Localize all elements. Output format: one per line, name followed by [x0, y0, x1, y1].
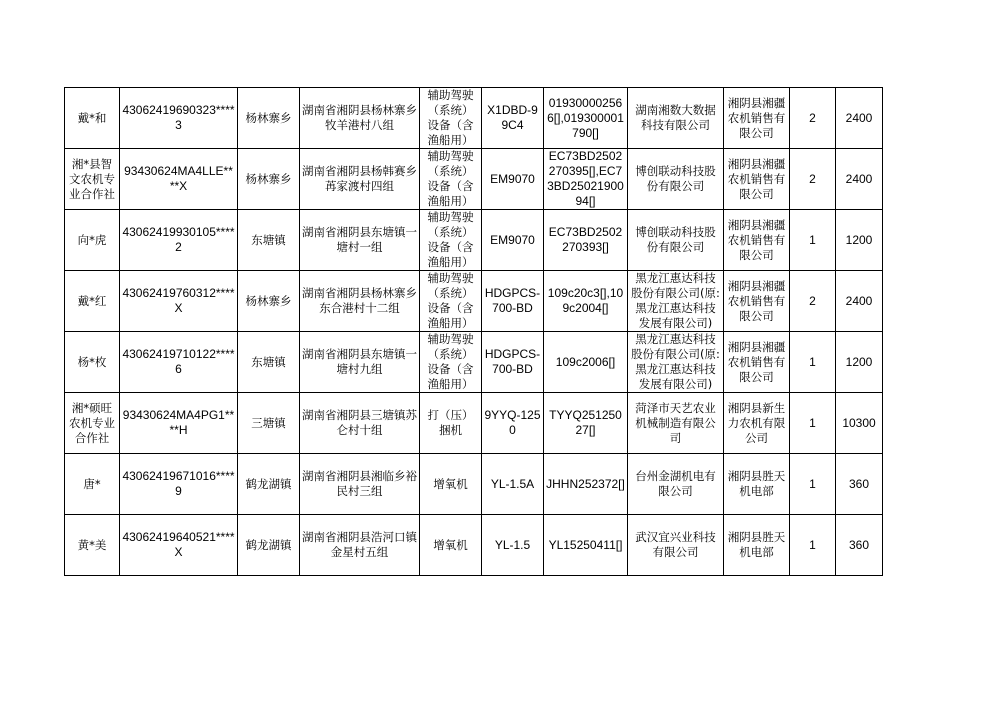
model-cell: YL-1.5: [482, 515, 544, 576]
table-row: [65, 332, 883, 393]
address-cell: 湖南省湘阴县浩河口镇金星村五组: [300, 515, 420, 576]
quantity-cell: 2: [790, 88, 836, 149]
manufacturer-cell: 台州金湖机电有限公司: [628, 454, 724, 515]
dealer-cell: 湘阴县湘疆农机销售有限公司: [724, 149, 790, 210]
address-cell: 湖南省湘阴县东塘镇一塘村九组: [300, 332, 420, 393]
township-cell: 杨林寨乡: [238, 271, 300, 332]
serial-number-cell: 019300002566[],019300001790[]: [544, 88, 628, 149]
manufacturer-cell: 武汉宜兴业科技有限公司: [628, 515, 724, 576]
buyer-name-cell: 戴*和: [65, 88, 120, 149]
township-cell: 鹤龙湖镇: [238, 515, 300, 576]
model-cell: HDGPCS-700-BD: [482, 332, 544, 393]
township-cell: 东塘镇: [238, 332, 300, 393]
subsidy-amount-cell: 1200: [836, 210, 883, 271]
serial-number-cell: EC73BD2502270393[]: [544, 210, 628, 271]
table-row: [65, 515, 883, 576]
dealer-cell: 湘阴县新生力农机有限公司: [724, 393, 790, 454]
subsidy-amount-cell: 2400: [836, 271, 883, 332]
model-cell: X1DBD-99C4: [482, 88, 544, 149]
machine-type-cell: 增氧机: [420, 515, 482, 576]
subsidy-amount-cell: 2400: [836, 88, 883, 149]
serial-number-cell: YL15250411[]: [544, 515, 628, 576]
model-cell: HDGPCS-700-BD: [482, 271, 544, 332]
serial-number-cell: EC73BD2502270395[],EC73BD2502190094[]: [544, 149, 628, 210]
machine-type-cell: 辅助驾驶（系统）设备（含渔船用）: [420, 332, 482, 393]
dealer-cell: 湘阴县胜天机电部: [724, 515, 790, 576]
subsidy-amount-cell: 1200: [836, 332, 883, 393]
serial-number-cell: 109c2006[]: [544, 332, 628, 393]
serial-number-cell: TYYQ25125027[]: [544, 393, 628, 454]
dealer-cell: 湘阴县胜天机电部: [724, 454, 790, 515]
address-cell: 湖南省湘阴县杨林寨乡东合港村十二组: [300, 271, 420, 332]
id-number-cell: 43062419710122****6: [120, 332, 238, 393]
buyer-name-cell: 黄*美: [65, 515, 120, 576]
manufacturer-cell: 黑龙江惠达科技股份有限公司(原:黑龙江惠达科技发展有限公司): [628, 332, 724, 393]
dealer-cell: 湘阴县湘疆农机销售有限公司: [724, 271, 790, 332]
township-cell: 杨林寨乡: [238, 88, 300, 149]
subsidy-amount-cell: 10300: [836, 393, 883, 454]
quantity-cell: 2: [790, 149, 836, 210]
buyer-name-cell: 杨*枚: [65, 332, 120, 393]
table-row: [65, 454, 883, 515]
machine-type-cell: 打（压）捆机: [420, 393, 482, 454]
quantity-cell: 1: [790, 210, 836, 271]
buyer-name-cell: 湘*县智文农机专业合作社: [65, 149, 120, 210]
id-number-cell: 93430624MA4LLE****X: [120, 149, 238, 210]
buyer-name-cell: 唐*: [65, 454, 120, 515]
table-row: [65, 271, 883, 332]
address-cell: 湖南省湘阴县湘临乡裕民村三组: [300, 454, 420, 515]
id-number-cell: 93430624MA4PG1****H: [120, 393, 238, 454]
id-number-cell: 43062419760312****X: [120, 271, 238, 332]
model-cell: 9YYQ-1250: [482, 393, 544, 454]
table-body: [65, 88, 883, 576]
machine-type-cell: 辅助驾驶（系统）设备（含渔船用）: [420, 271, 482, 332]
table-row: [65, 149, 883, 210]
dealer-cell: 湘阴县湘疆农机销售有限公司: [724, 88, 790, 149]
quantity-cell: 1: [790, 332, 836, 393]
machine-type-cell: 增氧机: [420, 454, 482, 515]
quantity-cell: 1: [790, 515, 836, 576]
township-cell: 鹤龙湖镇: [238, 454, 300, 515]
township-cell: 杨林寨乡: [238, 149, 300, 210]
buyer-name-cell: 湘*硕旺农机专业合作社: [65, 393, 120, 454]
manufacturer-cell: 黑龙江惠达科技股份有限公司(原:黑龙江惠达科技发展有限公司): [628, 271, 724, 332]
subsidy-amount-cell: 360: [836, 515, 883, 576]
dealer-cell: 湘阴县湘疆农机销售有限公司: [724, 210, 790, 271]
model-cell: EM9070: [482, 149, 544, 210]
table-row: [65, 88, 883, 149]
subsidy-amount-cell: 360: [836, 454, 883, 515]
address-cell: 湖南省湘阴县三塘镇苏仑村十组: [300, 393, 420, 454]
id-number-cell: 43062419690323****3: [120, 88, 238, 149]
address-cell: 湖南省湘阴县东塘镇一塘村一组: [300, 210, 420, 271]
serial-number-cell: JHHN252372[]: [544, 454, 628, 515]
dealer-cell: 湘阴县湘疆农机销售有限公司: [724, 332, 790, 393]
buyer-name-cell: 向*虎: [65, 210, 120, 271]
id-number-cell: 43062419640521****X: [120, 515, 238, 576]
model-cell: EM9070: [482, 210, 544, 271]
machine-type-cell: 辅助驾驶（系统）设备（含渔船用）: [420, 210, 482, 271]
machine-type-cell: 辅助驾驶（系统）设备（含渔船用）: [420, 149, 482, 210]
township-cell: 东塘镇: [238, 210, 300, 271]
subsidy-table: [64, 87, 883, 576]
table-row: [65, 393, 883, 454]
quantity-cell: 2: [790, 271, 836, 332]
address-cell: 湖南省湘阴县杨林寨乡牧羊港村八组: [300, 88, 420, 149]
quantity-cell: 1: [790, 454, 836, 515]
subsidy-amount-cell: 2400: [836, 149, 883, 210]
manufacturer-cell: 菏泽市天艺农业机械制造有限公司: [628, 393, 724, 454]
address-cell: 湖南省湘阴县杨韩赛乡苒家渡村四组: [300, 149, 420, 210]
id-number-cell: 43062419930105****2: [120, 210, 238, 271]
manufacturer-cell: 博创联动科技股份有限公司: [628, 210, 724, 271]
township-cell: 三塘镇: [238, 393, 300, 454]
model-cell: YL-1.5A: [482, 454, 544, 515]
machine-type-cell: 辅助驾驶（系统）设备（含渔船用）: [420, 88, 482, 149]
serial-number-cell: 109c20c3[],109c2004[]: [544, 271, 628, 332]
quantity-cell: 1: [790, 393, 836, 454]
manufacturer-cell: 湖南湘数大数据科技有限公司: [628, 88, 724, 149]
manufacturer-cell: 博创联动科技股份有限公司: [628, 149, 724, 210]
id-number-cell: 43062419671016****9: [120, 454, 238, 515]
buyer-name-cell: 戴*红: [65, 271, 120, 332]
table-row: [65, 210, 883, 271]
